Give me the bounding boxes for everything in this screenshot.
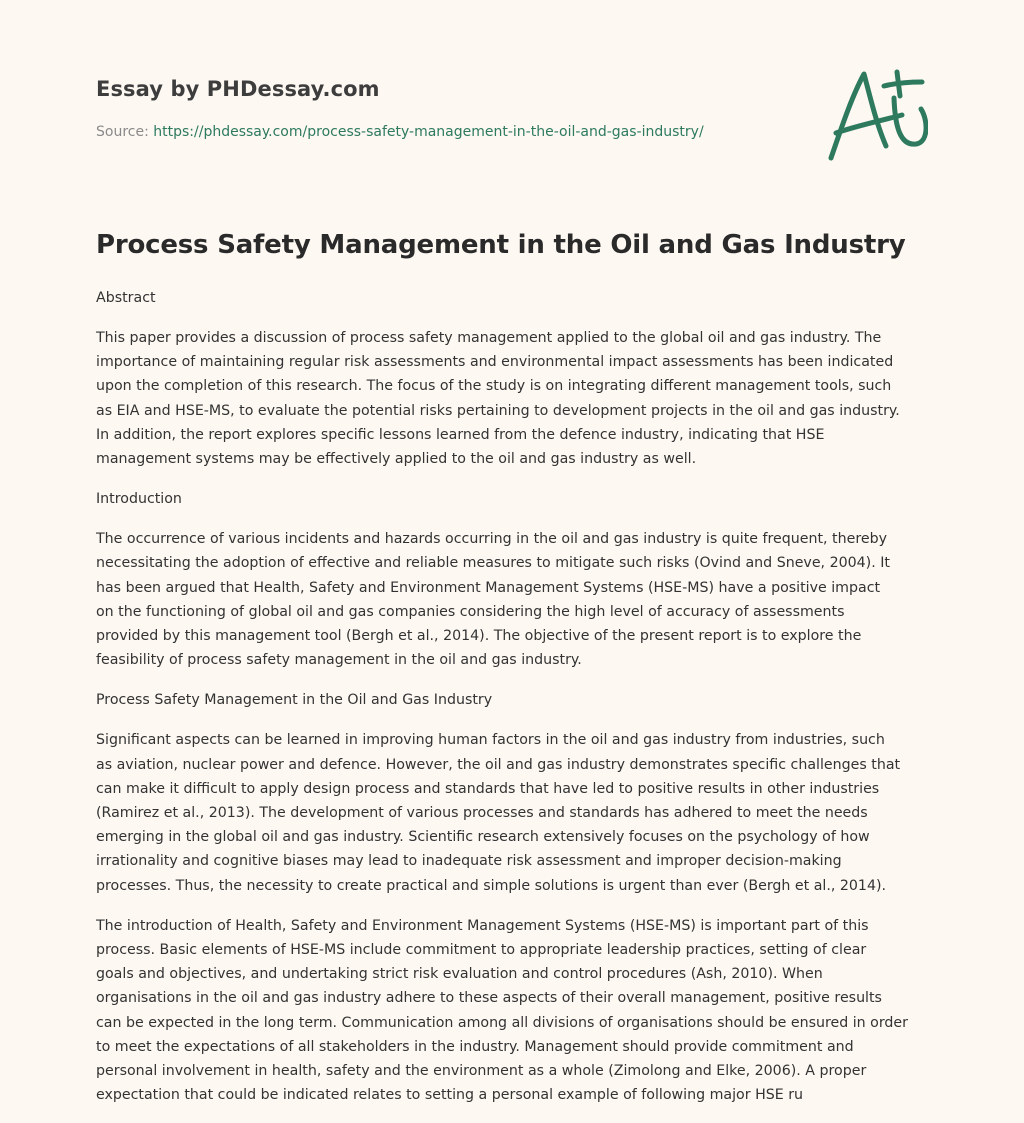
a-plus-logo-icon	[828, 68, 928, 164]
psm-paragraph-1: Significant aspects can be learned in improving human factors in the oil and gas industry from industries, such as aviation, nuclear power and defence. However, the oil and gas industry demonstrates specific challenges that can make it difficult to apply design process and standards that have led to positive results in other industries (Ramirez et al., 2013). The development of various processes and standards has adhered to meet the needs emerging in the global oil and gas industry. Scientific research extensively focuses on the psychology of how irrationality and cognitive biases may lead to inadequate risk assessment and improper decision-making processes. Thus, the necessity to create practical and simple solutions is urgent than ever (Bergh et al., 2014).	[96, 732, 901, 894]
psm-heading: Process Safety Management in the Oil and Gas Industry	[96, 692, 493, 709]
essay-header	[96, 0, 936, 170]
introduction-heading: Introduction	[96, 491, 182, 508]
psm-paragraph-2: The introduction of Health, Safety and Environment Management Systems (HSE-MS) is important part of this process. Basic elements of HSE-MS include commitment to appropriate leadership practices, setting of clear goals and objectives, and undertaking strict risk evaluation and control procedures (Ash, 2010). When organisations in the oil and gas industry adhere to these aspects of their overall management, positive results can be expected in the long term. Communication among all divisions of organisations should be ensured in order to meet the expectations of all stakeholders in the industry. Management should provide commitment and personal involvement in health, safety and the environment as a whole (Zimolong and Elke, 2006). A proper expectation that could be indicated relates to setting a personal example of following major HSE ru	[96, 917, 908, 1104]
essay-content	[96, 226, 936, 1123]
source-link[interactable]: https://phdessay.com/process-safety-management-in-the-oil-and-gas-industry/	[153, 124, 704, 140]
source-label: Source:	[96, 124, 149, 140]
a-plus-logo-svg	[828, 68, 928, 164]
essay-title: Process Safety Management in the Oil and Gas Industry	[96, 230, 906, 260]
abstract-paragraph: This paper provides a discussion of process safety management applied to the global oil and gas industry. The importance of maintaining regular risk assessments and environmental impact assessments has been indicated upon the completion of this research. The focus of the study is on integrating different management tools, such as EIA and HSE-MS, to evaluate the potential risks pertaining to development projects in the oil and gas industry. In addition, the report explores specific lessons learned from the defence industry, indicating that HSE management systems may be effectively applied to the oil and gas industry as well.	[96, 330, 900, 468]
source-line	[96, 124, 704, 140]
abstract-heading: Abstract	[96, 290, 156, 306]
introduction-paragraph: The occurrence of various incidents and hazards occurring in the oil and gas industry is quite frequent, thereby necessitating the adoption of effective and reliable measures to mitigate such risks (Ovind and Sneve, 2004). It has been argued that Health, Safety and Environment Management Systems (HSE-MS) have a positive impact on the functioning of global oil and gas companies considering the high level of accuracy of assessments provided by this management tool (Bergh et al., 2014). The objective of the present report is to explore the feasibility of process safety management in the oil and gas industry.	[96, 531, 890, 669]
site-brand: Essay by PHDessay.com	[96, 77, 380, 101]
